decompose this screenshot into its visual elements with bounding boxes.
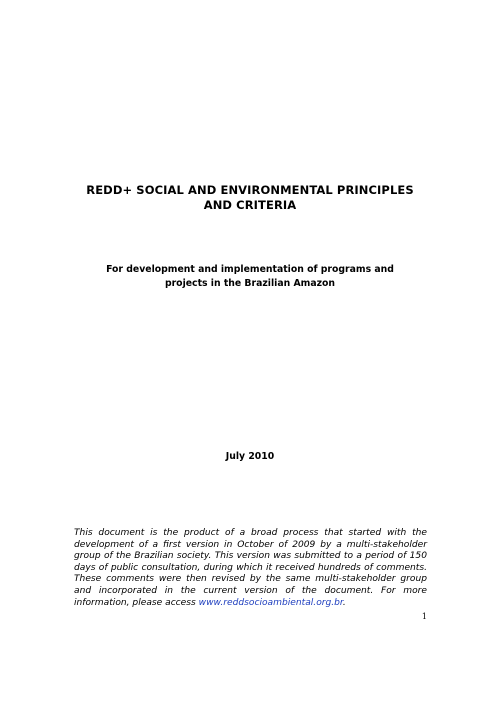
- document-title: [60, 183, 440, 213]
- abstract-end: .: [342, 597, 346, 608]
- document-subtitle: [70, 263, 430, 291]
- subtitle-line-2: projects in the Brazilian Amazon: [164, 278, 336, 289]
- page-number: 1: [421, 612, 427, 621]
- abstract-paragraph: [74, 528, 427, 609]
- title-line-2: AND CRITERIA: [203, 198, 297, 212]
- website-link[interactable]: www.reddsocioambiental.org.br: [198, 597, 343, 608]
- abstract-text: This document is the product of a broad process that started with the development of a first version in October of 2009 by a multi-stakeholder group of the Brazilian society. This version was submitted to a period of 150 days of public consultation, during which it received hundreds of comments. These comments were then revised by the same multi-stakeholder group and incorporated in the current version of the document. For more information, please access: [74, 528, 427, 608]
- document-date: July 2010: [225, 451, 275, 462]
- subtitle-line-1: For development and implementation of programs and: [106, 264, 394, 275]
- title-line-1: REDD+ SOCIAL AND ENVIRONMENTAL PRINCIPLES: [86, 183, 414, 197]
